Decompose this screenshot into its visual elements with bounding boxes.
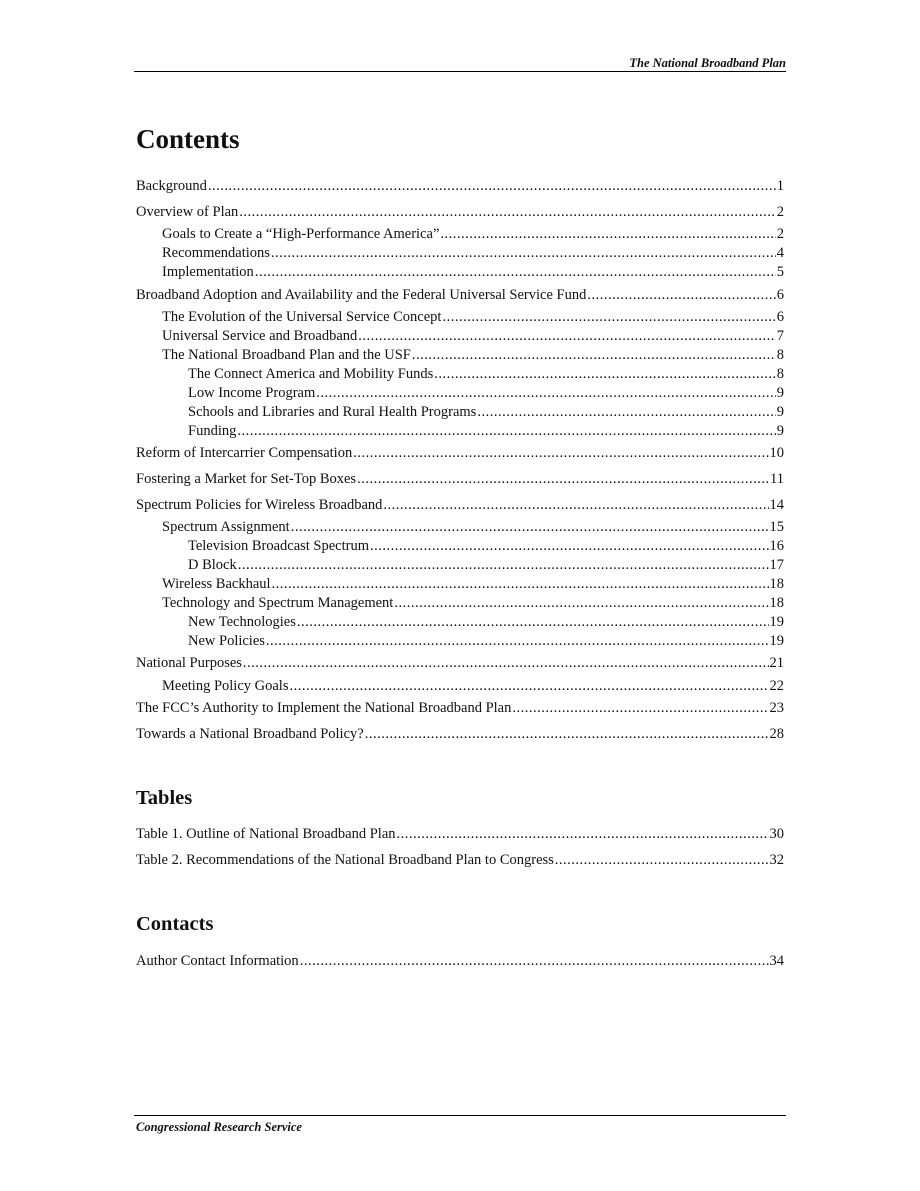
dot-leader — [477, 403, 775, 421]
toc-entry[interactable] — [136, 444, 784, 462]
dot-leader — [555, 851, 769, 869]
tables-heading: Tables — [136, 787, 193, 809]
dot-leader — [397, 825, 769, 843]
toc-entry-page: 2 — [776, 204, 784, 220]
dot-leader — [297, 613, 769, 631]
toc-entry-label: Recommendations — [162, 245, 270, 261]
toc-entry[interactable] — [136, 556, 784, 574]
toc-entry-page: 23 — [769, 700, 784, 716]
toc-entry[interactable] — [136, 632, 784, 650]
toc-entry-page: 22 — [769, 678, 784, 694]
toc-entry-label: New Technologies — [188, 614, 296, 630]
toc-entry-page: 6 — [776, 287, 784, 303]
dot-leader — [239, 203, 775, 221]
toc-entry[interactable] — [136, 403, 784, 421]
toc-entry-label: Spectrum Policies for Wireless Broadband — [136, 497, 383, 513]
toc-entry-page: 30 — [769, 826, 784, 842]
toc-entry-label: Table 2. Recommendations of the National Broadband Plan to Congress — [136, 852, 554, 868]
toc-entry[interactable] — [136, 613, 784, 631]
toc-entry[interactable] — [136, 851, 784, 869]
toc-entry[interactable] — [136, 177, 784, 195]
toc-entry-page: 9 — [776, 423, 784, 439]
toc-entry-page: 16 — [769, 538, 784, 554]
toc-entry[interactable] — [136, 308, 784, 326]
running-header: The National Broadband Plan — [629, 56, 786, 70]
dot-leader — [266, 632, 769, 650]
toc-entry-page: 1 — [776, 178, 784, 194]
toc-entry[interactable] — [136, 384, 784, 402]
toc-entry-label: The Evolution of the Universal Service Concept — [162, 309, 442, 325]
toc-entry-page: 7 — [776, 328, 784, 344]
toc-entry[interactable] — [136, 952, 784, 970]
toc-entry-page: 18 — [769, 576, 784, 592]
dot-leader — [587, 286, 775, 304]
toc-entry[interactable] — [136, 825, 784, 843]
toc-entry-label: Author Contact Information — [136, 953, 299, 969]
toc-entry-page: 8 — [776, 347, 784, 363]
toc-entry-page: 14 — [769, 497, 784, 513]
dot-leader — [300, 952, 769, 970]
contacts-heading: Contacts — [136, 913, 214, 935]
toc-entry-page: 19 — [769, 614, 784, 630]
toc-entry-label: Technology and Spectrum Management — [162, 595, 394, 611]
dot-leader — [370, 537, 769, 555]
toc-entry-page: 11 — [770, 471, 784, 487]
toc-entry-label: Wireless Backhaul — [162, 576, 271, 592]
dot-leader — [440, 225, 775, 243]
header-divider — [134, 71, 786, 72]
dot-leader — [358, 327, 775, 345]
dot-leader — [291, 518, 769, 536]
toc-entry[interactable] — [136, 225, 784, 243]
dot-leader — [353, 444, 768, 462]
running-footer: Congressional Research Service — [136, 1120, 302, 1134]
dot-leader — [357, 470, 769, 488]
dot-leader — [512, 699, 768, 717]
toc-entry-page: 9 — [776, 404, 784, 420]
dot-leader — [289, 677, 768, 695]
toc-entry-page: 21 — [769, 655, 784, 671]
toc-entry-label: D Block — [188, 557, 237, 573]
toc-entry-page: 18 — [769, 595, 784, 611]
toc-entry-page: 15 — [769, 519, 784, 535]
dot-leader — [243, 654, 769, 672]
toc-entry-label: New Policies — [188, 633, 265, 649]
toc-entry-label: Table 1. Outline of National Broadband Plan — [136, 826, 396, 842]
toc-entry-page: 6 — [776, 309, 784, 325]
dot-leader — [442, 308, 775, 326]
toc-entry[interactable] — [136, 346, 784, 364]
toc-entry-label: Background — [136, 178, 207, 194]
toc-entry-label: Fostering a Market for Set-Top Boxes — [136, 471, 357, 487]
dot-leader — [255, 263, 776, 281]
toc-entry-label: Broadband Adoption and Availability and the Federal Universal Service Fund — [136, 287, 587, 303]
toc-entry-page: 9 — [776, 385, 784, 401]
toc-entry[interactable] — [136, 422, 784, 440]
toc-entry[interactable] — [136, 263, 784, 281]
toc-entry-page: 5 — [776, 264, 784, 280]
toc-entry-page: 2 — [776, 226, 784, 242]
toc-entry-label: Universal Service and Broadband — [162, 328, 358, 344]
dot-leader — [208, 177, 776, 195]
dot-leader — [383, 496, 768, 514]
toc-entry[interactable] — [136, 725, 784, 743]
toc-entry-label: Reform of Intercarrier Compensation — [136, 445, 353, 461]
toc-entry-label: Overview of Plan — [136, 204, 239, 220]
toc-entry[interactable] — [136, 244, 784, 262]
toc-entry[interactable] — [136, 654, 784, 672]
toc-entry[interactable] — [136, 286, 784, 304]
toc-entry-label: Television Broadcast Spectrum — [188, 538, 369, 554]
dot-leader — [434, 365, 775, 383]
toc-entry-label: Funding — [188, 423, 237, 439]
toc-entry-label: Spectrum Assignment — [162, 519, 290, 535]
toc-entry-label: The National Broadband Plan and the USF — [162, 347, 411, 363]
dot-leader — [365, 725, 769, 743]
dot-leader — [394, 594, 768, 612]
toc-entry[interactable] — [136, 594, 784, 612]
toc-entry[interactable] — [136, 699, 784, 717]
footer-divider — [134, 1115, 786, 1116]
toc-entry[interactable] — [136, 537, 784, 555]
toc-entry[interactable] — [136, 327, 784, 345]
toc-entry-label: Low Income Program — [188, 385, 316, 401]
dot-leader — [316, 384, 776, 402]
dot-leader — [237, 422, 775, 440]
toc-entry-label: Goals to Create a “High-Performance America” — [162, 226, 440, 242]
toc-entry[interactable] — [136, 496, 784, 514]
toc-entry-page: 4 — [776, 245, 784, 261]
toc-entry-label: Towards a National Broadband Policy? — [136, 726, 364, 742]
toc-entry-page: 10 — [769, 445, 784, 461]
dot-leader — [271, 244, 776, 262]
toc-entry-label: National Purposes — [136, 655, 242, 671]
dot-leader — [412, 346, 776, 364]
toc-entry[interactable] — [136, 203, 784, 221]
dot-leader — [272, 575, 769, 593]
toc-entry-page: 19 — [769, 633, 784, 649]
toc-entry-label: The FCC’s Authority to Implement the National Broadband Plan — [136, 700, 512, 716]
toc-entry[interactable] — [136, 575, 784, 593]
toc-entry-label: Meeting Policy Goals — [162, 678, 289, 694]
toc-entry-label: Schools and Libraries and Rural Health Programs — [188, 404, 477, 420]
toc-entry-page: 28 — [769, 726, 784, 742]
dot-leader — [238, 556, 769, 574]
toc-entry-page: 32 — [769, 852, 784, 868]
toc-entry[interactable] — [136, 677, 784, 695]
toc-entry-page: 8 — [776, 366, 784, 382]
contents-heading: Contents — [136, 124, 240, 154]
toc-entry-label: Implementation — [162, 264, 254, 280]
toc-entry[interactable] — [136, 470, 784, 488]
toc-entry[interactable] — [136, 365, 784, 383]
toc-entry[interactable] — [136, 518, 784, 536]
toc-entry-label: The Connect America and Mobility Funds — [188, 366, 434, 382]
toc-entry-page: 34 — [769, 953, 784, 969]
toc-entry-page: 17 — [769, 557, 784, 573]
